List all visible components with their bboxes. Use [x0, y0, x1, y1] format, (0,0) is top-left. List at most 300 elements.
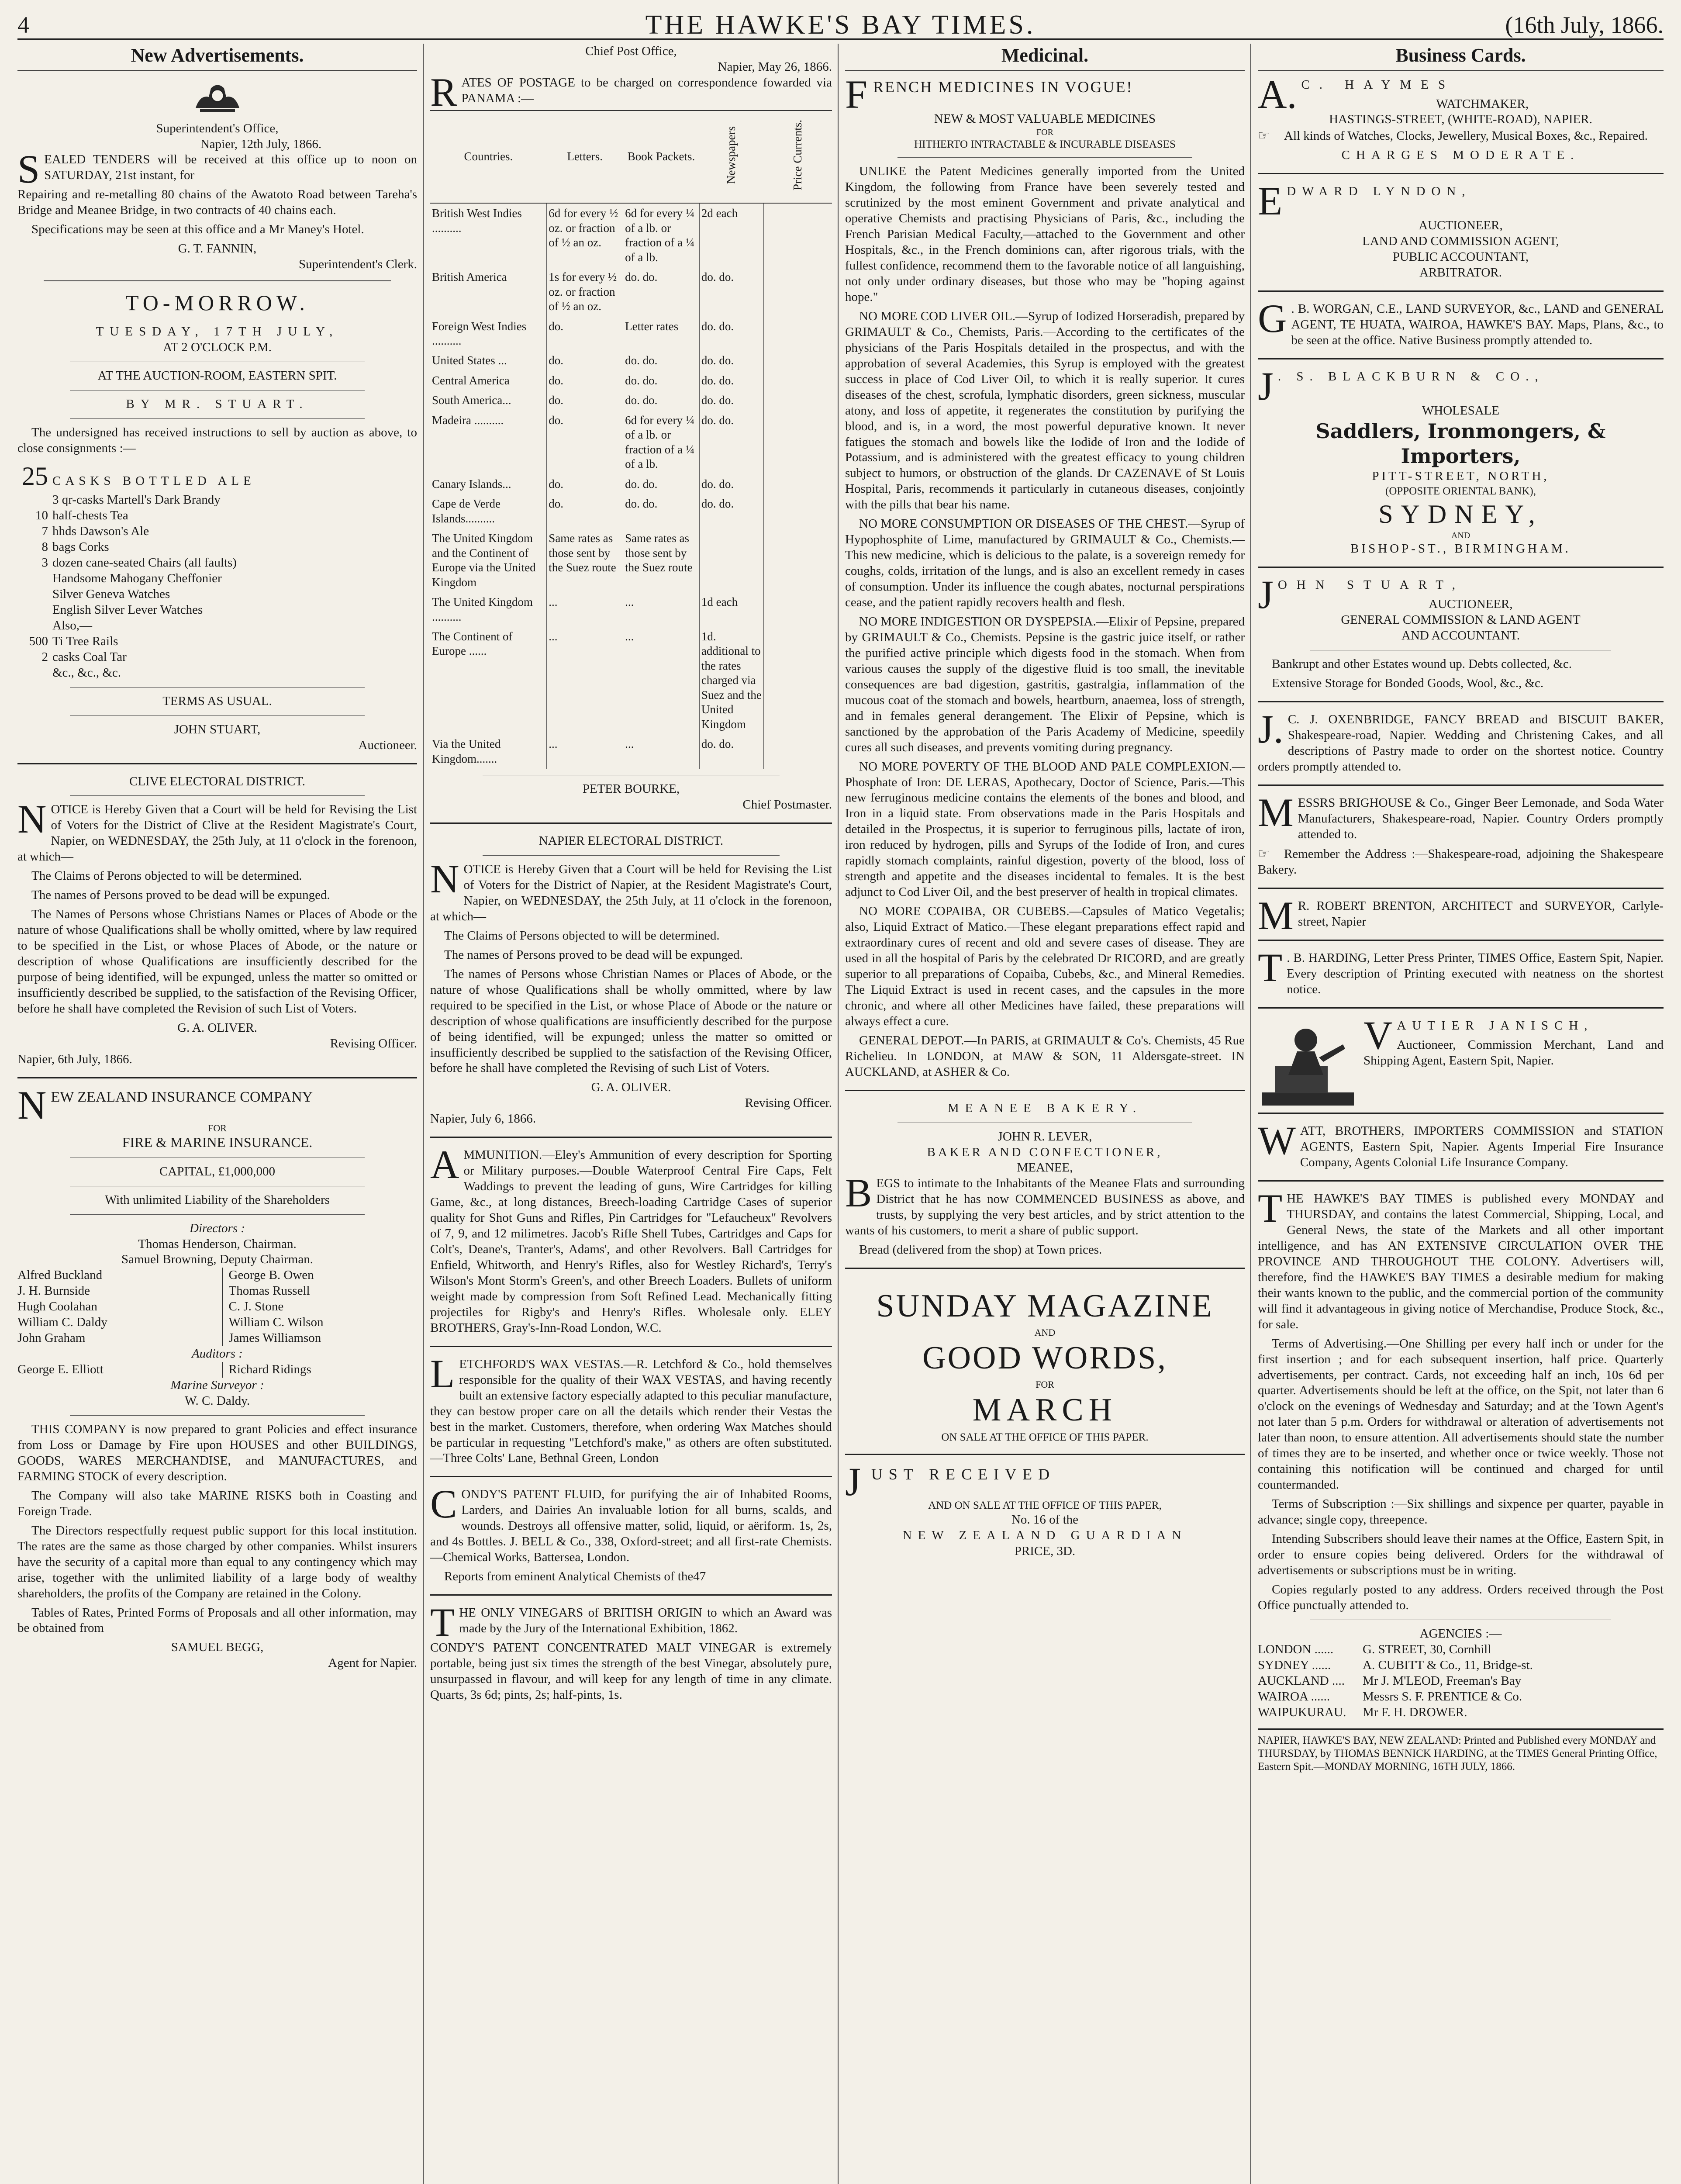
napier-notice: OTICE is Hereby Given that a Court will be held for Revising the List of Voters for the District of Napier, at the Resident Magistrate's Court, Napier, on WEDNESDAY, the 25th July, at 11 o'clock in the forenoon, at which— [430, 862, 832, 923]
table-cell [764, 474, 832, 494]
medicine-sub3: HITHERTO INTRACTABLE & INCURABLE DISEASES [914, 138, 1176, 151]
postage-title: ATES OF POSTAGE to be charged on correspondence fowarded via PANAMA :— [461, 75, 832, 105]
postage-table [430, 110, 832, 769]
table-cell: do. do. [623, 494, 700, 529]
section-heading-medicinal: Medicinal. [845, 44, 1245, 71]
table-cell: Foreign West Indies .......... [432, 319, 527, 347]
table-cell: ... [623, 592, 700, 627]
post-date: Napier, May 26, 1866. [718, 59, 832, 74]
table-cell: do. do. [623, 474, 700, 494]
table-cell [764, 317, 832, 351]
clive-names: The Names of Persons whose Christians Names or Places of Abode or the nature of whose Qualifications shall be wholly omitted, where by law required to be specified in the List, or whose Places of Abode, or the nature or description of whose Qualifications are insufficiently described for the purpose of being identified, will be expunged, unless the matter so omitted or insufficiently described be supplied, to the satisfaction of the Revising Officer, before he shall have completed the Revision of such List of Voters. [17, 907, 417, 1016]
signature: JOHN STUART, [174, 722, 261, 736]
drop-cap: B [845, 1171, 872, 1216]
post-office: Chief Post Office, [585, 44, 677, 58]
table-cell: do. do. [699, 267, 763, 316]
agency-row [1258, 1658, 1664, 1673]
blackburn-l5: SYDNEY, [1378, 499, 1543, 529]
table-row [430, 592, 832, 627]
agency-row [1258, 1705, 1664, 1721]
vestas-ad: ETCHFORD'S WAX VESTAS.—R. Letchford & Co., hold themselves responsible for the quality of their WAX VESTAS, and having recently built an extensive factory especially adapted to this peculiar manufacture, they can bestow proper care on all the details which render their Vestas the best in the market. Customers, therefore, when ordering Wax Matches should be particular in requesting "Letchford's make," as others are often substituted.—Three Colts' Lane, Bethnal Green, London [430, 1357, 832, 1465]
signature-title: Auctioneer. [358, 738, 417, 752]
table-cell: Madeira .......... [432, 413, 504, 427]
napier-dead: The names of Persons proved to be dead will be expunged. [444, 947, 743, 962]
table-cell: do. do. [623, 371, 700, 390]
director: John Graham [17, 1331, 86, 1345]
signature: PETER BOURKE, [582, 782, 680, 796]
magazine-title-2: GOOD WORDS, [922, 1340, 1167, 1376]
section-heading-business-cards: Business Cards. [1258, 44, 1664, 71]
column-header: Letters. [547, 111, 623, 203]
table-cell: ... [547, 627, 623, 734]
stuart-p2: Extensive Storage for Bonded Goods, Wool, &c., &c. [1272, 676, 1544, 690]
table-cell: ... [623, 627, 700, 734]
list-item [17, 571, 417, 587]
auctioneer: BY MR. STUART. [126, 397, 309, 411]
lyndon-l4: ARBITRATOR. [1419, 266, 1502, 280]
insurance-title: EW ZEALAND INSURANCE COMPANY [51, 1089, 313, 1105]
item-description: Ti Tree Rails [52, 634, 118, 648]
bakery-text: EGS to intimate to the Inhabitants of the Meanee Flats and surrounding District that he has now COMMENCED BUSINESS as above, and trusts, by supplying the very best articles, and by strict attention to the wants of his customers, to merit a share of public support. [845, 1176, 1245, 1238]
table-cell: ... [547, 734, 623, 769]
magazine-month: MARCH [972, 1392, 1118, 1428]
medicine-paragraph: NO MORE INDIGESTION OR DYSPEPSIA.—Elixir of Pepsine, prepared by GRIMAULT & Co., Chemists. Pepsine is the gastric juice itself, or rather the purified active principle which digests food in the stomach. When from various causes the supply of the digestive fluid is too small, the inevitable consequences are bad digestion, gastritis, gastralgia, inflammation of the mucous coat of the stomach and bowels, heartburn, anaemea, loss of strength, and in females general derangement. The Elixir of Pepsine, which is sanctioned by the approbation of the Paris Academy of Medicine, speedily cures all such diseases, and prevents vomiting during pregnancy. [845, 614, 1245, 754]
auction-intro: The undersigned has received instructions to sell by auction as above, to close consignments :— [17, 425, 417, 455]
director: C. J. Stone [222, 1299, 418, 1315]
table-row [430, 317, 832, 351]
janisch-name: AUTIER JANISCH, [1397, 1019, 1594, 1033]
clive-claims: The Claims of Perons objected to will be determined. [31, 869, 302, 883]
clive-notice: OTICE is Hereby Given that a Court will be held for Revising the List of Voters for the District of Clive at the Resident Magistrate's Court, Napier, on WEDNESDAY, the 25th July, at 11 o'clock in the forenoon, at which— [17, 802, 417, 864]
table-cell: do. do. [699, 474, 763, 494]
stuart-l2: GENERAL COMMISSION & LAND AGENT [1341, 613, 1581, 627]
list-item [17, 508, 417, 524]
signature-title: Agent for Napier. [328, 1656, 417, 1670]
item-quantity: 500 [29, 634, 48, 648]
item-description: dozen cane-seated Chairs (all faults) [52, 556, 237, 570]
times-p3: Terms of Subscription :—Six shillings and sixpence per quarter, payable in advance; single copy, threepence. [1258, 1497, 1664, 1527]
table-cell: do. do. [623, 351, 700, 370]
stuart-l3: AND ACCOUNTANT. [1401, 628, 1520, 643]
table-cell: Central America [432, 373, 510, 387]
brighouse-remember: Remember the Address :—Shakespeare-road, adjoining the Shakespeare Bakery. [1258, 847, 1664, 877]
tender-office: Superintendent's Office, [156, 121, 279, 135]
surveyor-heading: Marine Surveyor : [170, 1378, 264, 1393]
signature-title: Revising Officer. [330, 1036, 417, 1051]
napier-title: NAPIER ELECTORAL DISTRICT. [538, 834, 724, 848]
table-cell: do. do. [699, 494, 763, 529]
table-cell: 1d each [699, 592, 763, 627]
table-cell [764, 627, 832, 734]
item-description: 3 qr-casks Martell's Dark Brandy [52, 493, 221, 507]
table-cell [764, 411, 832, 474]
pointing-hand-icon: ☞ [1258, 847, 1270, 861]
lyndon-l3: PUBLIC ACCOUNTANT, [1392, 250, 1529, 264]
medicine-paragraph: NO MORE COPAIBA, OR CUBEBS.—Capsules of Matico Vegetalis; also, Liquid Extract of Matico.—These elegant preparations effect rapid and extraordinary cures of recent and old and severe cases of disease. They are used in all the hospital of Paris by the celebrated Dr RICORD, and are greatly superior to all preparations of Copaiba, Cubebs, &c., and Mineral Remedies. The Liquid Extract is used in recent cases, and the capsules in the more chronic, and where all other Medicines have failed, these preparations will always effect a cure. [845, 904, 1245, 1028]
table-cell: Via the United Kingdom....... [432, 737, 501, 765]
signature: G. T. FANNIN, [178, 242, 257, 256]
table-cell: do. [547, 474, 623, 494]
list-item [17, 524, 417, 539]
bakery-trade: BAKER AND CONFECTIONER, [927, 1145, 1163, 1159]
clive-dead: The names of Persons proved to be dead will be expunged. [31, 888, 330, 902]
drop-cap: T [430, 1600, 455, 1645]
drop-cap: W [1258, 1118, 1296, 1163]
table-cell: do. [547, 411, 623, 474]
auditors-heading: Auditors : [192, 1347, 243, 1361]
agency-agent: Mr J. M'LEOD, Freeman's Bay [1363, 1673, 1522, 1688]
agency-city: WAIROA ...... [1258, 1689, 1330, 1704]
column-header: Newspapers [725, 126, 738, 184]
agency-city: LONDON ...... [1258, 1642, 1334, 1656]
list-item [17, 618, 417, 634]
agency-agent: Messrs S. F. PRENTICE & Co. [1363, 1689, 1522, 1704]
signature: G. A. OLIVER. [591, 1080, 671, 1095]
lyndon-l2: LAND AND COMMISSION AGENT, [1362, 234, 1559, 249]
agency-city: SYDNEY ...... [1258, 1658, 1331, 1672]
drop-cap: N [17, 797, 47, 842]
auditor: Richard Ridings [222, 1362, 418, 1378]
item-description: English Silver Lever Watches [52, 602, 203, 617]
signature-title: Revising Officer. [745, 1096, 832, 1110]
agency-city: AUCKLAND .... [1258, 1673, 1345, 1688]
director: Hugh Coolahan [17, 1299, 97, 1314]
medicine-paragraph: NO MORE COD LIVER OIL.—Syrup of Iodized Horseradish, prepared by GRIMAULT & Co., Chemists, Paris.—According to the certificates of the physicians of the Paris Hospitals detailed in the prospectus, and with the approbation of several Academies, this Syrup is employed with the greatest success in place of Cod Liver Oil, to which it is really superior. It cures diseases of the chest, scrofula, lymphatic disorders, green sickness, muscular atony, and loss of appetite, it regenerates the constitution by purifying the blood, and is, in a word, the most powerful depurative known. It never fatigues the stomach and bowels like the Iodide of Iron and the Iodide of Potassium, and is administered with the greatest efficacy to young children subject to humors, or obstruction of the glands. Dr CAZENAVE of St Louis Hospital, Paris, recommends it particularly in cutaneous diseases, conjointly with the pills that bear his name. [845, 309, 1245, 512]
director: James Williamson [222, 1330, 418, 1346]
item-description: CASKS BOTTLED ALE [52, 473, 255, 488]
item-description: Handsome Mahogany Cheffonier [52, 571, 222, 585]
table-cell [764, 529, 832, 592]
drop-cap: J [1258, 363, 1274, 408]
list-item [17, 539, 417, 555]
haymes-address: HASTINGS-STREET, (WHITE-ROAD), NAPIER. [1329, 112, 1592, 127]
column-divider [1250, 44, 1251, 2184]
agency-row [1258, 1642, 1664, 1658]
medicine-sub2: FOR [1036, 127, 1053, 137]
drop-cap: E [1258, 179, 1283, 224]
table-row [430, 267, 832, 316]
table-cell: do. do. [623, 390, 700, 410]
drop-cap: M [1258, 893, 1294, 938]
auditor: George E. Elliott [17, 1362, 104, 1377]
table-cell: 1s for every ½ oz. or fraction of ½ an oz. [547, 267, 623, 316]
table-cell: do. do. [699, 351, 763, 370]
drop-cap: A [430, 1142, 459, 1187]
table-cell: Cape de Verde Islands.......... [432, 497, 501, 525]
stuart-l1: AUCTIONEER, [1429, 597, 1513, 612]
column-divider [838, 44, 839, 2184]
column-2 [430, 44, 832, 2184]
agency-row [1258, 1689, 1664, 1705]
agency-agent: G. STREET, 30, Cornhill [1363, 1642, 1491, 1656]
medicine-paragraph: GENERAL DEPOT.—In PARIS, at GRIMAULT & Co's. Chemists, 45 Rue Richelieu. In LONDON, at MAW & SON, 11 Aldersgate-street. IN AUCKLAND, at ASHER & Co. [845, 1033, 1245, 1079]
guardian-name: NEW ZEALAND GUARDIAN [902, 1528, 1187, 1542]
drop-cap: J. [1258, 706, 1284, 751]
clive-date: Napier, 6th July, 1866. [17, 1052, 132, 1066]
drop-cap: G [1258, 296, 1287, 341]
item-description: bags Corks [52, 540, 109, 554]
tender-date: Napier, 12th July, 1866. [200, 137, 322, 151]
haymes-text: All kinds of Watches, Clocks, Jewellery, Musical Boxes, &c., Repaired. [1284, 129, 1648, 143]
auction-terms: TERMS AS USUAL. [162, 694, 272, 708]
vinegar-ad-body: CONDY'S PATENT CONCENTRATED MALT VINEGAR is extremely portable, being just six times the strength of the best Vinegar, absolutely pure, unsurpassed in flavour, and will keep for any length of time in any climate. Quarts, 3s 6d; pints, 2s; half-pints, 1s. [430, 1641, 832, 1702]
table-row [430, 734, 832, 769]
janisch-text: Auctioneer, Commission Merchant, Land and Shipping Agent, Eastern Spit, Napier. [1363, 1038, 1664, 1068]
napier-date: Napier, July 6, 1866. [430, 1112, 536, 1126]
table-cell: Canary Islands... [432, 477, 511, 491]
table-cell: do. [547, 494, 623, 529]
auction-heading: TO-MORROW. [125, 290, 309, 315]
table-cell: do. do. [699, 371, 763, 390]
auction-place: AT THE AUCTION-ROOM, EASTERN SPIT. [97, 369, 337, 383]
napier-names: The names of Persons whose Christian Names or Places of Abode, or the nature of whose Qualifications shall be wholly ommitted, where by law required to be specified in the List, or whose Place of Abode or the nature or description of whose qualifications are insufficiently described for the purpose of being identified, will be expunged; unless the matter so omitted or insufficiently described be supplied to the satisfaction of the Revising Officer, before he shall have completed the Revising of such List of Voters. [430, 967, 832, 1075]
table-cell [699, 529, 763, 592]
blackburn-l6: AND [1451, 531, 1470, 541]
list-item [17, 650, 417, 665]
list-item [17, 587, 417, 602]
condy-reports: Reports from eminent Analytical Chemists of the47 [444, 1569, 706, 1584]
medicine-sub1: NEW & MOST VALUABLE MEDICINES [934, 111, 1156, 126]
table-cell: British West Indies .......... [432, 207, 522, 235]
column-3 [845, 44, 1245, 2184]
times-p1: HE HAWKE'S BAY TIMES is published every MONDAY and THURSDAY, and contains the latest Commercial, Shipping, Local, and General News, the state of the Markets and all other important intelligence, and has AN EXTENSIVE CIRCULATION OVER THE PROVINCE AND THROUGHOUT THE COLONY. Advertisers will, therefore, find the HAWKE'S BAY TIMES a desirable medium for making their wants known to the public, and the commercial portion of the community will find it advantageous in giving notice of Merchandise, Produce Stock, &c., for sale. [1258, 1192, 1664, 1331]
lyndon-name: DWARD LYNDON, [1287, 184, 1471, 199]
blackburn-l7: BISHOP-ST., BIRMINGHAM. [1350, 542, 1571, 556]
table-cell [764, 592, 832, 627]
harding-text: . B. HARDING, Letter Press Printer, TIMES Office, Eastern Spit, Napier. Every description of Printing executed with neatness on the shortest notice. [1287, 951, 1664, 997]
list-item [17, 602, 417, 618]
magazine-sale: ON SALE AT THE OFFICE OF THIS PAPER. [941, 1431, 1149, 1443]
table-row [430, 411, 832, 474]
drop-cap: M [1258, 790, 1294, 835]
agency-agent: A. CUBITT & Co., 11, Bridge-st. [1363, 1658, 1533, 1672]
watt-text: ATT, BROTHERS, IMPORTERS COMMISSION and STATION AGENTS, Eastern Spit, Napier. Agents Imperial Fire Insurance Company, Agents Colonial Life Insurance Company. [1300, 1124, 1664, 1170]
times-p4: Intending Subscribers should leave their names at the Office, Eastern Spit, in order to ensure copies being delivered. Orders for the withdrawal of advertisements or subscriptions must be in writing. [1258, 1532, 1664, 1577]
table-cell: do. [547, 390, 623, 410]
table-cell: British America [432, 270, 507, 284]
signature-title: Chief Postmaster. [742, 798, 832, 812]
directors-heading: Directors : [190, 1221, 245, 1235]
table-cell: 2d each [699, 203, 763, 267]
blackburn-name: . S. BLACKBURN & CO., [1277, 369, 1544, 384]
item-description: half-chests Tea [52, 508, 128, 523]
column-header: Price Currents. [791, 119, 804, 190]
table-row [430, 627, 832, 734]
table-row [430, 474, 832, 494]
table-cell: do. do. [699, 734, 763, 769]
item-quantity: 25 [22, 461, 48, 491]
condy-fluid-ad: ONDY'S PATENT FLUID, for purifying the air of Inhabited Rooms, Larders, and Dairies An invaluable lotion for all burns, scalds, and wounds. Destroys all offensive matter, solid, liquid, or aëriform. 1s, 2s, and 4s Bottles. J. BELL & Co., 338, Oxford-street; and all first-rate Chemists.—Chemical Works, Battersea, London. [430, 1487, 832, 1565]
table-row [430, 529, 832, 592]
insurance-liability: With unlimited Liability of the Shareholders [104, 1192, 330, 1207]
stuart-p1: Bankrupt and other Estates wound up. Debts collected, &c. [1272, 657, 1572, 671]
worgan-text: . B. WORGAN, C.E., LAND SURVEYOR, &c., LAND and GENERAL AGENT, TE HUATA, WAIROA, HAWKE'S BAY. Maps, Plans, &c., to be seen at the office. Native Business promptly attended to. [1291, 302, 1664, 348]
ammunition-ad: MMUNITION.—Eley's Ammunition of every description for Sporting or Military purposes.—Double Waterproof Central Fire Caps, Felt Waddings to prevent the leading of guns, Wire Cartridges for killing Game, &c., at long distances, Breech-loading Cartridge Cases of superior quality for Shot Guns and Rifles, Pin Cartridges for "Lefaucheux" Revolvers of 7, 9, and 12 milimetres. Jacob's Rifle Shell Tubes, Cartridges and Caps for Colt's, Deane's, Tranter's, Adams', and other Revolvers. Ball Cartridges for Enfield, Whitworth, and Henry's Rifles, also for Westley Richard's, Terry's Wilson's Mont Storm's Green's, and other Breech Loaders. Bullets of uniform weight made by compression from Soft Refined Lead. Mechanically fitting projectiles for Rigby's and Henry's Rifles. Wholesale only. ELEY BROTHERS, Gray's-Inn-Road London, W.C. [430, 1148, 832, 1335]
bakery-place: MEANEE, [1017, 1161, 1073, 1175]
director: Thomas Russell [222, 1283, 418, 1299]
table-cell: ... [623, 734, 700, 769]
item-quantity: 8 [41, 540, 48, 554]
list-item [17, 555, 417, 571]
director: J. H. Burnside [17, 1284, 90, 1298]
list-item [17, 634, 417, 650]
director: William C. Daldy [17, 1315, 107, 1330]
royal-crest-icon [191, 77, 244, 117]
drop-cap: T [1258, 1186, 1283, 1231]
table-cell [764, 494, 832, 529]
guardian-price: PRICE, 3D. [1014, 1544, 1076, 1558]
oxenbridge-text: C. J. OXENBRIDGE, FANCY BREAD and BISCUIT BAKER, Shakespeare-road, Napier. Wedding and Christening Cakes, and all descriptions of Pastry made to order on the shortest notice. Country orders promptly attended to. [1258, 712, 1664, 774]
signature-title: Superintendent's Clerk. [298, 257, 417, 272]
table-cell: do. [547, 351, 623, 370]
drop-cap: F [845, 72, 869, 117]
bakery-owner: JOHN R. LEVER, [998, 1129, 1092, 1144]
director: Alfred Buckland [17, 1268, 103, 1282]
auction-item-list [17, 460, 417, 681]
magazine-and: AND [1034, 1327, 1056, 1338]
column-header: Book Packets. [623, 111, 700, 203]
insurance-for: FOR [208, 1122, 227, 1133]
drop-cap: J [845, 1459, 867, 1504]
stuart-name: OHN STUART, [1277, 578, 1465, 592]
list-item [17, 492, 417, 508]
table-cell: do. do. [623, 267, 700, 316]
signature: SAMUEL BEGG, [171, 1640, 264, 1655]
haymes-trade: WATCHMAKER, [1436, 97, 1529, 111]
table-cell: Same rates as those sent by the Suez route [547, 529, 623, 592]
agency-agent: Mr F. H. DROWER. [1363, 1705, 1467, 1719]
tender-body: Repairing and re-metalling 80 chains of the Awatoto Road between Tareha's Bridge and Meanee Bridge, in two contracts of 40 chains each. [17, 187, 417, 218]
drop-cap: A. [1258, 72, 1297, 117]
drop-cap: N [430, 857, 459, 902]
imprint: NAPIER, HAWKE'S BAY, NEW ZEALAND: Printed and Published every MONDAY and THURSDAY, by THOMAS BENNICK HARDING, at the TIMES General Printing Office, Eastern Spit.—MONDAY MORNING, 16TH JULY, 1866. [1258, 1728, 1664, 1773]
item-description: hhds Dawson's Ale [52, 524, 149, 539]
table-cell [764, 390, 832, 410]
table-cell: ... [547, 592, 623, 627]
lyndon-l1: AUCTIONEER, [1419, 218, 1503, 233]
medicine-paragraphs [845, 164, 1245, 1080]
drop-cap: R [430, 69, 457, 114]
tender-specs: Specifications may be seen at this office and a Mr Maney's Hotel. [31, 222, 364, 237]
masthead [17, 8, 1664, 40]
medicine-title: RENCH MEDICINES IN VOGUE! [873, 78, 1133, 96]
surveyor: W. C. Daldy. [184, 1394, 250, 1408]
list-item [17, 665, 417, 681]
blackburn-l2: Saddlers, Ironmongers, & Importers, [1315, 419, 1606, 468]
drop-cap: L [430, 1351, 455, 1396]
table-cell: The United Kingdom .......... [432, 595, 533, 623]
insurance-p2: The Company will also take MARINE RISKS both in Coasting and Foreign Trade. [17, 1488, 417, 1518]
signature: G. A. OLIVER. [177, 1020, 257, 1035]
table-row [430, 494, 832, 529]
auction-day: TUESDAY, 17TH JULY, [96, 325, 339, 339]
drop-cap: C [430, 1482, 457, 1527]
table-cell: do. do. [699, 411, 763, 474]
auctioneer-illustration-icon [1258, 1018, 1358, 1110]
insurance-capital: CAPITAL, £1,000,000 [159, 1164, 276, 1178]
item-quantity: 2 [41, 650, 48, 664]
section-heading-new-advertisements: New Advertisements. [17, 44, 417, 71]
column-divider [423, 44, 424, 2184]
item-description: Also,— [52, 618, 93, 632]
drop-cap: T [1258, 945, 1283, 990]
table-cell: 6d for every ½ oz. or fraction of ½ an oz. [547, 203, 623, 267]
table-cell: do. do. [699, 317, 763, 351]
table-cell [764, 267, 832, 316]
table-cell: do. [547, 371, 623, 390]
haymes-name: C. HAYMES [1301, 77, 1455, 92]
blackburn-l4: (OPPOSITE ORIENTAL BANK), [1385, 485, 1536, 497]
napier-claims: The Claims of Persons objected to will be determined. [444, 928, 720, 943]
pointing-hand-icon: ☞ [1258, 128, 1270, 143]
table-cell: The Continent of Europe ...... [432, 629, 513, 658]
item-quantity: 7 [41, 524, 48, 539]
vinegar-ad: HE ONLY VINEGARS of BRITISH ORIGIN to which an Award was made by the Jury of the International Exhibition, 1862. [459, 1606, 832, 1636]
tender-text: EALED TENDERS will be received at this office up to noon on SATURDAY, 21st instant, for [44, 152, 417, 183]
bakery-title: MEANEE BAKERY. [947, 1101, 1143, 1115]
table-cell: Same rates as those sent by the Suez route [623, 529, 700, 592]
times-p5: Copies regularly posted to any address. Orders received through the Post Office punctually attended to. [1258, 1582, 1664, 1612]
table-cell: 6d for every ¼ of a lb. or fraction of a ¼ of a lb. [623, 411, 700, 474]
table-cell [764, 203, 832, 267]
deputy-chairman: Samuel Browning, Deputy Chairman. [121, 1252, 313, 1267]
times-p2: Terms of Advertising.—One Shilling per every half inch or under for the first insertion ; and for each subsequent insertion, half price. Quarterly advertisements, per contract. Cards, not exceeding half an inch, 10s 6d per quarter. Advertisements should be left at the office, on the Spit, not later than 6 o'clock on the evenings of Wednesday and Saturday; and at the Town Agent's not later than 5 p.m. Orders for withdrawal or alteration of advertisements not later than noon, to ensure attention. All advertisements should state the number of times they are to be inserted, and whether once or twice weekly. Those not containing this notification will be continued and charged for until countermanded. [1258, 1336, 1664, 1492]
magazine-title: SUNDAY MAGAZINE [876, 1288, 1214, 1324]
table-cell [764, 351, 832, 370]
clive-title: CLIVE ELECTORAL DISTRICT. [129, 774, 305, 788]
director: William C. Wilson [222, 1315, 418, 1330]
item-description: casks Coal Tar [52, 650, 127, 664]
chairman: Thomas Henderson, Chairman. [138, 1237, 297, 1251]
item-quantity: 10 [35, 508, 48, 523]
guardian-number: No. 16 of the [1011, 1512, 1079, 1527]
table-cell [764, 734, 832, 769]
list-item [17, 460, 417, 492]
blackburn-l1: WHOLESALE [1422, 403, 1500, 418]
directors-list [17, 1268, 417, 1346]
table-row [430, 390, 832, 410]
table-cell: Letter rates [623, 317, 700, 351]
insurance-p1: THIS COMPANY is now prepared to grant Policies and effect insurance from Loss or Damage by Fire upon HOUSES and other BUILDINGS, GOODS, WARES MERCHANDISE, and MANUFACTURES, and FARMING STOCK of every description. [17, 1422, 417, 1483]
column-1 [17, 44, 417, 2184]
table-row [430, 371, 832, 390]
item-description: &c., &c., &c. [52, 665, 121, 680]
table-row [430, 203, 832, 267]
brenton-text: R. ROBERT BRENTON, ARCHITECT and SURVEYOR, Carlyle-street, Napier [1298, 899, 1664, 929]
medicine-paragraph: NO MORE CONSUMPTION OR DISEASES OF THE CHEST.—Syrup of Hypophosphite of Lime, manufactured by GRIMAULT & Co., Chemists.—This new medicine, which is delicious to the palate, is a sovereign remedy for coughs, colds, irritation of the lungs, and is also an excellent remedy in cases of consumption. Under its influence the cough abates, nocturnal perspirations cease, and the patient rapidly recovers health and flesh. [845, 517, 1245, 610]
page-number: 4 [17, 12, 29, 38]
blackburn-l3: PITT-STREET, NORTH, [1372, 469, 1550, 483]
table-cell: 6d for every ¼ of a lb. or fraction of a ¼ of a lb. [623, 203, 700, 267]
magazine-for: FOR [1036, 1379, 1054, 1390]
insurance-subtitle: FIRE & MARINE INSURANCE. [122, 1134, 313, 1150]
agency-city: WAIPUKURAU. [1258, 1705, 1346, 1719]
item-description: Silver Geneva Watches [52, 587, 170, 601]
medicine-paragraph: UNLIKE the Patent Medicines generally imported from the United Kingdom, the following from France have been severely tested and scrutinized by the most eminent Government and private analytical and operative Chemists and practising Physicians of Paris, &c., including the French Parisian Medical Faculty,—attached to the Government and other Hospitals, &c., in the French dominions can, after rigorous trials, with the fullest confidence, recommend them to the favorable notice of all languishing, not only under ordinary diseases, but those who may be "hoping against hope." [845, 164, 1245, 304]
newspaper-title: THE HAWKE'S BAY TIMES. [645, 10, 1036, 40]
drop-cap: N [17, 1082, 47, 1127]
drop-cap: V [1363, 1013, 1393, 1058]
drop-cap: J [1258, 572, 1274, 617]
table-cell: South America... [432, 394, 511, 407]
column-4 [1258, 44, 1664, 2184]
issue-date: (16th July, 1866. [1505, 12, 1664, 38]
agency-row [1258, 1673, 1664, 1689]
table-row [430, 351, 832, 370]
auction-time: AT 2 O'CLOCK P.M. [163, 340, 272, 355]
director: George B. Owen [222, 1268, 418, 1283]
table-cell: do. [547, 317, 623, 351]
